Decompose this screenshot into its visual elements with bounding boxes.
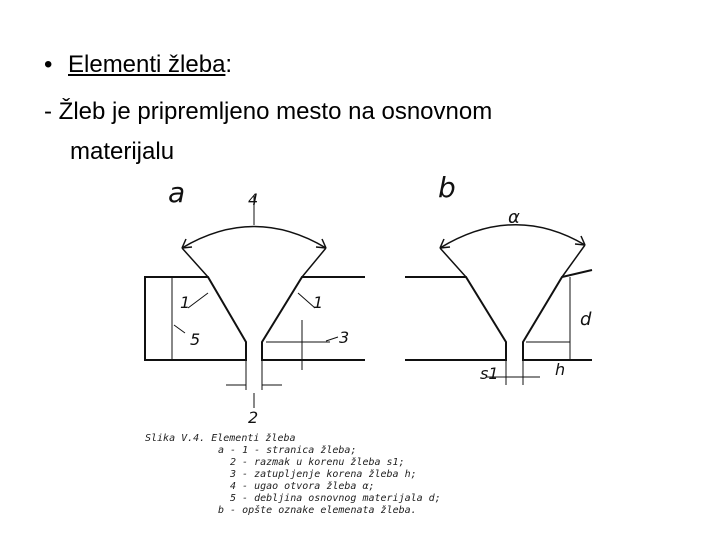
caption-line-3: 3 - zatupljenje korena žleba h; [230, 469, 417, 480]
figure-b-label: b [438, 171, 456, 204]
bevel-extension-a [182, 248, 326, 277]
label-1-right: 1 [313, 293, 324, 312]
caption-line-2: 2 - razmak u korenu žleba s1; [230, 457, 405, 468]
label-1-left: 1 [180, 293, 191, 312]
label-s1: s1 [480, 364, 499, 383]
label-4: 4 [248, 190, 259, 209]
figure-a [145, 176, 365, 408]
leaders-a [174, 293, 315, 333]
angle-arc-b [440, 225, 585, 248]
plate-b-left [405, 277, 506, 360]
root-gap-lines [246, 360, 262, 390]
label-2: 2 [248, 408, 259, 427]
heading-colon: : [225, 51, 233, 78]
body-line-1: - Žleb je pripremljeno mesto na osnovnom [44, 98, 493, 125]
arc-arrows-b [440, 236, 585, 248]
caption-line-1: a - 1 - stranica žleba; [218, 445, 357, 456]
body-line-2: materijalu [70, 138, 175, 165]
figure-b [405, 171, 592, 385]
bullet-dot: • [44, 51, 53, 78]
caption-line-0: Slika V.4. Elementi žleba [145, 433, 296, 444]
groove-figure [130, 165, 605, 540]
figure-a-label: a [168, 176, 186, 209]
caption-line-4: 4 - ugao otvora žleba α; [230, 481, 375, 492]
label-3: 3 [339, 328, 350, 347]
plate-a-right [262, 277, 365, 360]
label-h: h [555, 360, 566, 379]
caption-line-6: b - opšte oznake elemenata žleba. [218, 505, 417, 516]
bevel-extension-b [440, 245, 585, 277]
figure-caption [145, 432, 441, 516]
leaders-a-2 [254, 337, 338, 408]
heading-underlined: Elementi žleba [68, 51, 226, 78]
figure-b-labels [480, 207, 592, 383]
angle-arc-a [182, 227, 326, 249]
label-5: 5 [190, 330, 201, 349]
arc-arrows-a [182, 239, 326, 248]
figure-a-numbers [180, 190, 349, 427]
caption-line-5: 5 - debljina osnovnog materijala d; [230, 493, 441, 504]
label-alpha: α [508, 207, 520, 228]
bullet-heading [44, 50, 232, 80]
label-d: d [580, 309, 592, 330]
